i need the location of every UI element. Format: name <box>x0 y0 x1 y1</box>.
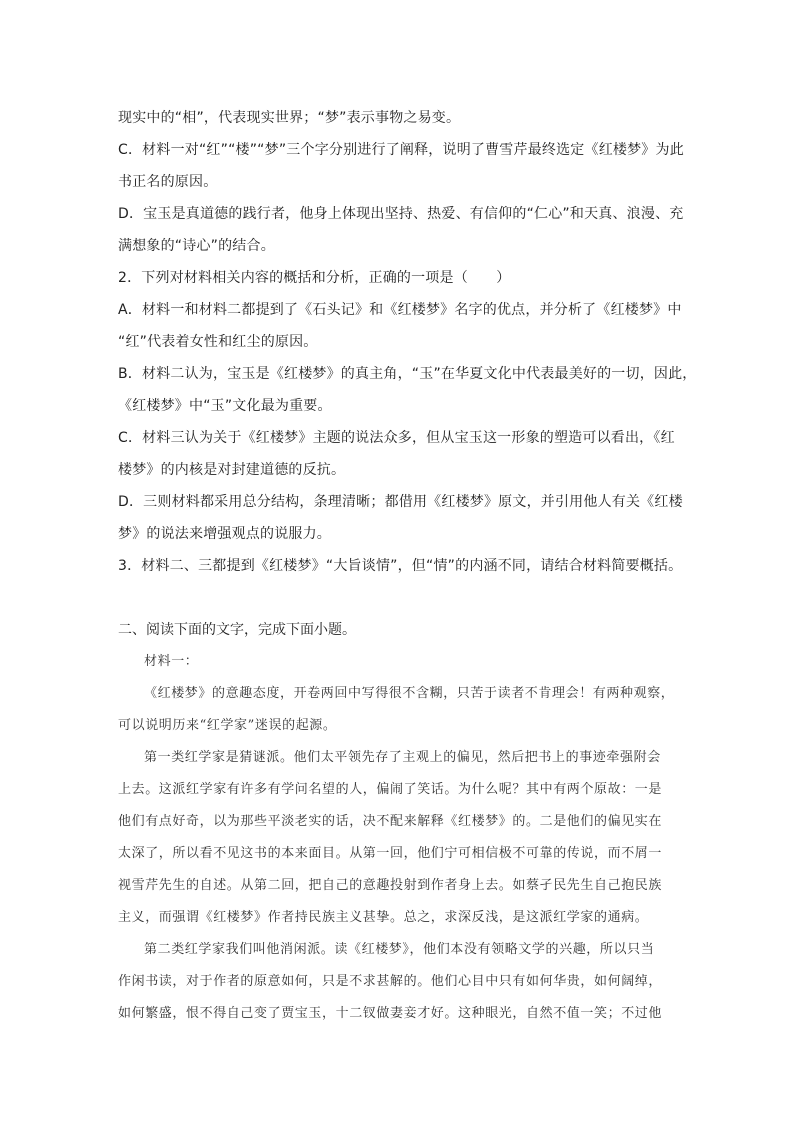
material-line: 上去。这派红学家有许多有学问名望的人，偏闹了笑话。为什么呢？其中有两个原故：一是 <box>118 782 663 797</box>
material-line: 如何繁盛，恨不得自己变了贾宝玉，十二钗做妻妾才好。这种眼光，自然不值一笑；不过他 <box>118 1006 663 1021</box>
q2-option-a-line2: “红”代表着女性和红尘的原因。 <box>118 334 318 350</box>
q1-option-d-line2: 满想象的“诗心”的结合。 <box>118 238 275 254</box>
q2-stem: 2．下列对材料相关内容的概括和分析，正确的一项是（ ） <box>118 270 511 286</box>
material-line: 太深了，所以看不见这书的本来面目。从第一回，他们宁可相信极不可靠的传说，而不屑一 <box>118 846 663 861</box>
q3-stem: 3．材料二、三都提到《红楼梦》“大旨谈情”，但“情”的内涵不同，请结合材料简要概括。 <box>118 558 683 574</box>
material-line: 《红楼梦》的意趣态度，开卷两回中写得很不含糊，只苦于读者不肯理会！有两种观察， <box>144 686 675 701</box>
q1-option-b-tail: 现实中的“相”，代表现实世界；“梦”表示事物之易变。 <box>118 110 461 126</box>
section2-title: 二、阅读下面的文字，完成下面小题。 <box>118 622 356 638</box>
q2-option-b-line1: B．材料二认为，宝玉是《红楼梦》的真主角，“玉”在华夏文化中代表最美好的一切，因此， <box>118 366 697 382</box>
q2-option-c-line1: C．材料三认为关于《红楼梦》主题的说法众多，但从宝玉这一形象的塑造可以看出，《红 <box>118 430 675 446</box>
material-label: 材料一： <box>144 654 199 669</box>
material-line: 作闲书读，对于作者的原意如何，只是不求甚解的。他们心目中只有如何华贵，如何阔绰， <box>118 974 663 989</box>
q1-option-c-line2: 书正名的原因。 <box>118 174 218 190</box>
material-line: 第一类红学家是猜谜派。他们太平领先存了主观上的偏见，然后把书上的事迹牵强附会 <box>144 750 661 765</box>
q2-option-d-line1: D．三则材料都采用总分结构，条理清晰；都借用《红楼梦》原文，并引用他人有关《红楼 <box>118 494 683 510</box>
material-line: 主义，而强谓《红楼梦》作者持民族主义甚挚。总之，求深反浅，是这派红学家的通病。 <box>118 910 649 925</box>
q2-option-a-line1: A．材料一和材料二都提到了《石头记》和《红楼梦》名字的优点，并分析了《红楼梦》中 <box>118 302 682 318</box>
q2-option-b-line2: 《红楼梦》中“玉”文化最为重要。 <box>118 398 332 414</box>
material-line: 视雪芹先生的自述。从第二回，把自己的意趣投射到作者身上去。如蔡孑民先生自己抱民族 <box>118 878 663 893</box>
q2-option-c-line2: 楼梦》的内核是对封建道德的反抗。 <box>118 462 346 478</box>
section-gap <box>118 582 678 614</box>
q1-option-c-line1: C．材料一对“红”“楼”“梦”三个字分别进行了阐释，说明了曹雪芹最终选定《红楼梦》为此 <box>118 142 684 158</box>
q1-option-d-line1: D．宝玉是真道德的践行者，他身上体现出坚持、热爱、有信仰的“仁心”和天真、浪漫、充 <box>118 206 684 222</box>
material-line: 他们有点好奇，以为那些平淡老实的话，决不配来解释《红楼梦》的。二是他们的偏见实在 <box>118 814 663 829</box>
material-line: 第二类红学家我们叫他消闲派。读《红楼梦》，他们本没有领略文学的兴趣，所以只当 <box>144 942 655 957</box>
q2-option-d-line2: 梦》的说法来增强观点的说服力。 <box>118 526 331 542</box>
document-body <box>118 102 697 1030</box>
material-line: 可以说明历来“红学家”迷误的起源。 <box>118 718 337 733</box>
